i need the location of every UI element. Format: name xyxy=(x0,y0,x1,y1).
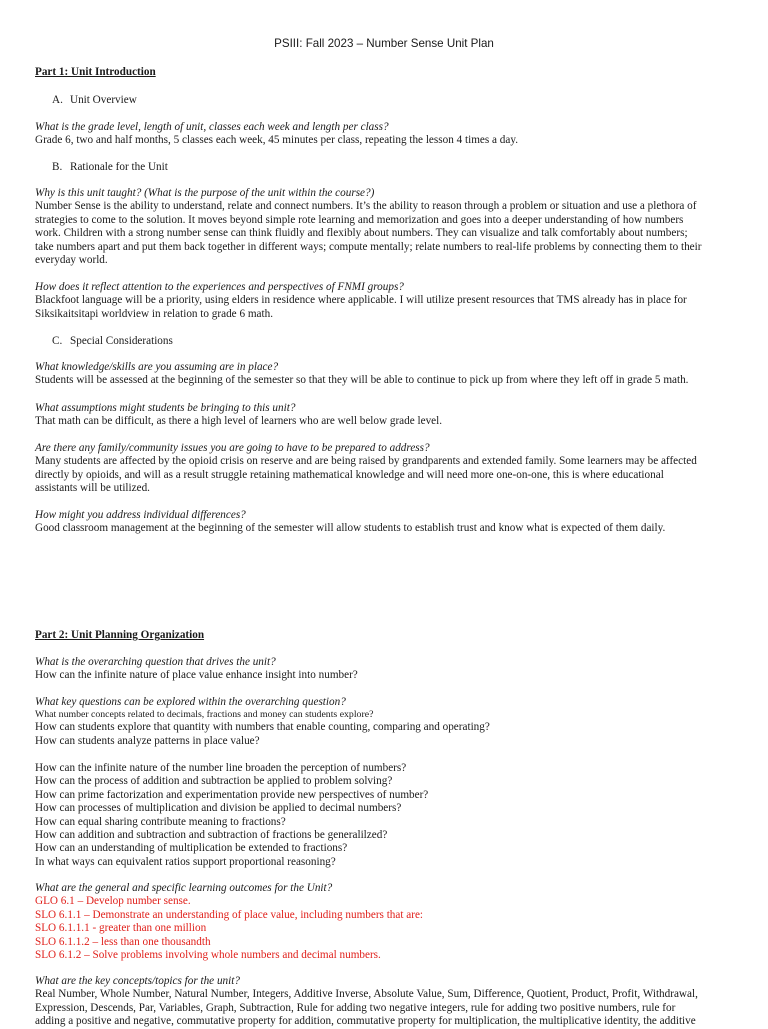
section-b-label: Rationale for the Unit xyxy=(70,161,168,173)
question-key-concepts: What are the key concepts/topics for the unit? xyxy=(35,975,240,987)
section-a-heading xyxy=(35,94,752,107)
answer-line: Siksikaitsitapi worldview in relation to grade 6 math. xyxy=(35,307,274,320)
community-block xyxy=(35,442,735,496)
question-key-questions: What key questions can be explored within the overarching question? xyxy=(35,696,346,708)
document-title: PSIII: Fall 2023 – Number Sense Unit Plan xyxy=(274,37,494,50)
question-line: How can equal sharing contribute meaning to fractions? xyxy=(35,815,286,828)
differences-block xyxy=(35,509,735,536)
answer-line: How can students explore that quantity with numbers that enable counting, comparing and operating? xyxy=(35,721,490,734)
question-overarching: What is the overarching question that drives the unit? xyxy=(35,656,276,668)
outcome-line: SLO 6.1.1.1 - greater than one million xyxy=(35,922,207,935)
section-a-label: Unit Overview xyxy=(70,94,137,106)
part1-heading: Part 1: Unit Introduction xyxy=(35,66,156,78)
question-why-taught: Why is this unit taught? (What is the purpose of the unit within the course?) xyxy=(35,187,375,199)
outcome-line: SLO 6.1.1 – Demonstrate an understanding of place value, including numbers that are: xyxy=(35,908,424,921)
answer-line: How can students analyze patterns in place value? xyxy=(35,734,260,747)
answer-differences: Good classroom management at the beginning of the semester will allow students to establish trust and know what is expected of them daily. xyxy=(35,522,666,535)
outcomes-block xyxy=(35,882,735,962)
question-line: How can the process of addition and subtraction be applied to problem solving? xyxy=(35,775,393,788)
answer-knowledge: Students will be assessed at the beginning of the semester so that they will be able to continue to pick up from where they left off in grade 5 math. xyxy=(35,374,689,387)
question-community: Are there any family/community issues you are going to have to be prepared to address? xyxy=(35,442,430,454)
answer-overarching: How can the infinite nature of place value enhance insight into number? xyxy=(35,669,358,682)
section-c-letter: C. xyxy=(52,335,63,347)
overarching-block xyxy=(35,656,735,683)
question-line: How can addition and subtraction and subtraction of fractions be generalilzed? xyxy=(35,829,388,842)
question-outcomes: What are the general and specific learning outcomes for the Unit? xyxy=(35,882,333,894)
question-fnmi: How does it reflect attention to the experiences and perspectives of FNMI groups? xyxy=(35,281,404,293)
outcome-line: GLO 6.1 – Develop number sense. xyxy=(35,895,191,908)
answer-line: work. Children with a strong number sense can think fluidly and flexibly about numbers. They can visualize and talk comfortably about numbers; xyxy=(35,227,688,240)
question-assumptions: What assumptions might students be bringing to this unit? xyxy=(35,402,296,414)
question-grade-level: What is the grade level, length of unit, classes each week and length per class? xyxy=(35,121,389,133)
answer-line: strategies to come to the solution. It moves beyond simple rote learning and memorization and goes into a deeper understanding of how numbers xyxy=(35,213,684,226)
question-differences: How might you address individual differences? xyxy=(35,509,246,521)
section-a-letter: A. xyxy=(52,94,63,106)
question-line: How can the infinite nature of the number line broaden the perception of numbers? xyxy=(35,762,407,774)
question-line: How can prime factorization and experimentation provide new perspectives of number? xyxy=(35,788,429,801)
key-concepts-block xyxy=(35,975,735,1029)
answer-line: Expression, Descends, Par, Variables, Graph, Subtraction, Rule for adding two negative integers, rule for adding two positive numbers, rule for xyxy=(35,1001,676,1014)
answer-line: assistants will be utilized. xyxy=(35,482,150,495)
answer-line: adding a positive and negative, commutative property for addition, commutative property for multiplication, the multiplicative identity, the additive xyxy=(35,1015,696,1028)
answer-assumptions: That math can be difficult, as there a high level of learners who are well below grade level. xyxy=(35,415,443,428)
answer-line: directly by opioids, and will as a result struggle retaining mathematical knowledge and will need more one-on-one, this is where educational xyxy=(35,468,664,481)
fnmi-block xyxy=(35,281,735,321)
answer-line: everyday world. xyxy=(35,254,108,267)
section-c-heading xyxy=(35,335,752,348)
section-b-letter: B. xyxy=(52,161,63,173)
answer-line: Real Number, Whole Number, Natural Number, Integers, Additive Inverse, Absolute Value, Sum, Difference, Quotient, Product, Profit, Withdrawal, xyxy=(35,988,698,1001)
key-questions-block xyxy=(35,696,735,748)
answer-line: What number concepts related to decimals, fractions and money can students explore? xyxy=(35,709,374,721)
section-c-label: Special Considerations xyxy=(70,335,173,347)
answer-line: Number Sense is the ability to understand, relate and connect numbers. It’s the ability to reason through a problem or situation and use a plethora of xyxy=(35,200,697,213)
answer-line: Blackfoot language will be a priority, using elders in residence where applicable. I will utilize present resources that TMS already has in place for xyxy=(35,294,687,307)
answer-line: Many students are affected by the opioid crisis on reserve and are being raised by grandparents and extended family. Some learners may be affected xyxy=(35,455,697,468)
question-line: In what ways can equivalent ratios support proportional reasoning? xyxy=(35,855,336,868)
answer-grade-level: Grade 6, two and half months, 5 classes each week, 45 minutes per class, repeating the lesson 4 times a day. xyxy=(35,134,518,147)
knowledge-block xyxy=(35,361,735,388)
inquiry-questions-block xyxy=(35,762,735,869)
question-line: How can processes of multiplication and division be applied to decimal numbers? xyxy=(35,802,402,815)
answer-line: take numbers apart and put them back together in different ways; compute mentally; relate numbers to real-life problems by connecting them to their xyxy=(35,240,702,253)
part2-heading: Part 2: Unit Planning Organization xyxy=(35,629,205,641)
rationale-block xyxy=(35,187,735,267)
question-line: How can an understanding of multiplication be extended to fractions? xyxy=(35,842,348,855)
assumptions-block xyxy=(35,402,735,429)
grade-level-block xyxy=(35,121,735,148)
outcome-line: SLO 6.1.1.2 – less than one thousandth xyxy=(35,935,211,948)
question-knowledge: What knowledge/skills are you assuming are in place? xyxy=(35,361,279,373)
outcome-line: SLO 6.1.2 – Solve problems involving whole numbers and decimal numbers. xyxy=(35,949,381,962)
section-b-heading xyxy=(35,161,752,174)
